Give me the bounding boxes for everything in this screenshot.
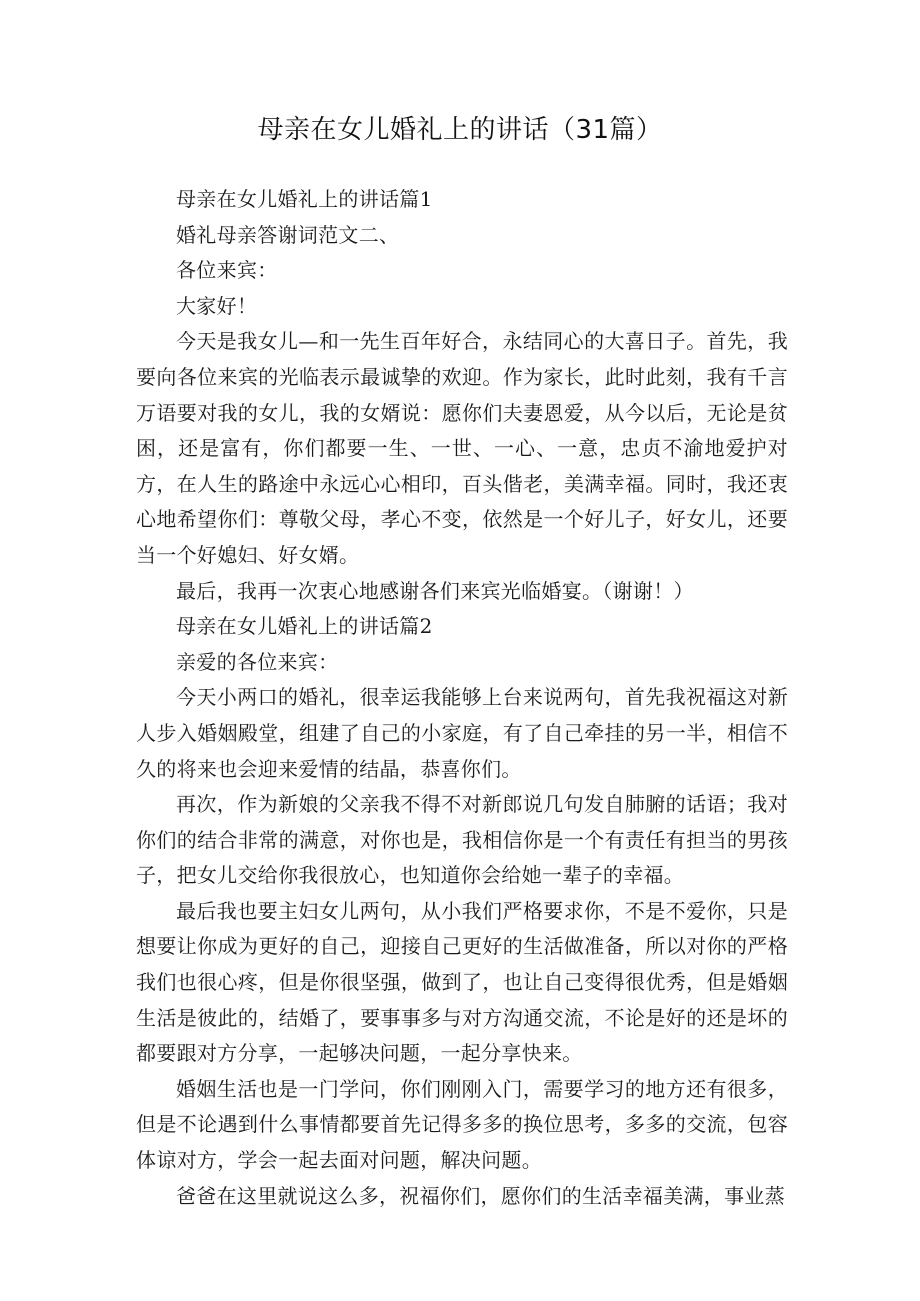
body-paragraph: 婚姻生活也是一门学问，你们刚刚入门，需要学习的地方还有很多，但是不论遇到什么事情都要首先记得多多的换位思考，多多的交流，包容体谅对方，学会一起去面对问题，解决问题。: [136, 1076, 788, 1173]
body-paragraph: 爸爸在这里就说这么多，祝福你们，愿你们的生活幸福美满，事业蒸: [176, 1183, 785, 1208]
section-heading-2: 母亲在女儿婚礼上的讲话篇2: [176, 614, 433, 639]
section-heading-1: 母亲在女儿婚礼上的讲话篇1: [176, 187, 433, 211]
body-paragraph: 今天小两口的婚礼，很幸运我能够上台来说两句，首先我祝福这对新人步入婚姻殿堂，组建了自己的小家庭，有了自己牵挂的另一半，相信不久的将来也会迎来爱情的结晶，恭喜你们。: [136, 685, 788, 781]
body-paragraph: 最后我也要主妇女儿两句，从小我们严格要求你，不是不爱你，只是想要让你成为更好的自己，迎接自己更好的生活做准备，所以对你的严格我们也很心疼，但是你很坚强，做到了，也让自己变得很优秀，但是婚姻生活是彼此的，结婚了，要事事多与对方沟通交流，不论是好的还是坏的都要跟对方分享，一起够决问题，一起分享快来。: [136, 898, 788, 1066]
greeting-line: 大家好！: [176, 293, 258, 318]
salutation-line: 亲爱的各位来宾：: [176, 649, 339, 674]
salutation-line: 各位来宾：: [176, 258, 278, 283]
body-paragraph: 最后，我再一次衷心地感谢各们来宾光临婚宴。（谢谢！）: [176, 578, 694, 603]
body-paragraph: 今天是我女儿—和一先生百年好合，永结同心的大喜日子。首先，我要向各位来宾的光临表示最诚挚的欢迎。作为家长，此时此刻，我有千言万语要对我的女儿，我的女婿说：愿你们夫妻恩爱，从今以后，无论是贫困，还是富有，你们都要一生、一世、一心、一意，忠贞不渝地爱护对方，在人生的路途中永远心心相印，百头偕老，美满幸福。同时，我还衷心地希望你们：尊敬父母，孝心不变，依然是一个好儿子，好女儿，还要当一个好媳妇、好女婿。: [136, 329, 788, 567]
document-body: [136, 182, 788, 1214]
document-title: 母亲在女儿婚礼上的讲话（31篇）: [257, 115, 663, 145]
subheading-line: 婚礼母亲答谢词范文二、: [176, 222, 400, 247]
body-paragraph: 再次，作为新娘的父亲我不得不对新郎说几句发自肺腑的话语；我对你们的结合非常的满意，对你也是，我相信你是一个有责任有担当的男孩子，把女儿交给你我很放心，也知道你会给她一辈子的幸福。: [136, 792, 788, 888]
